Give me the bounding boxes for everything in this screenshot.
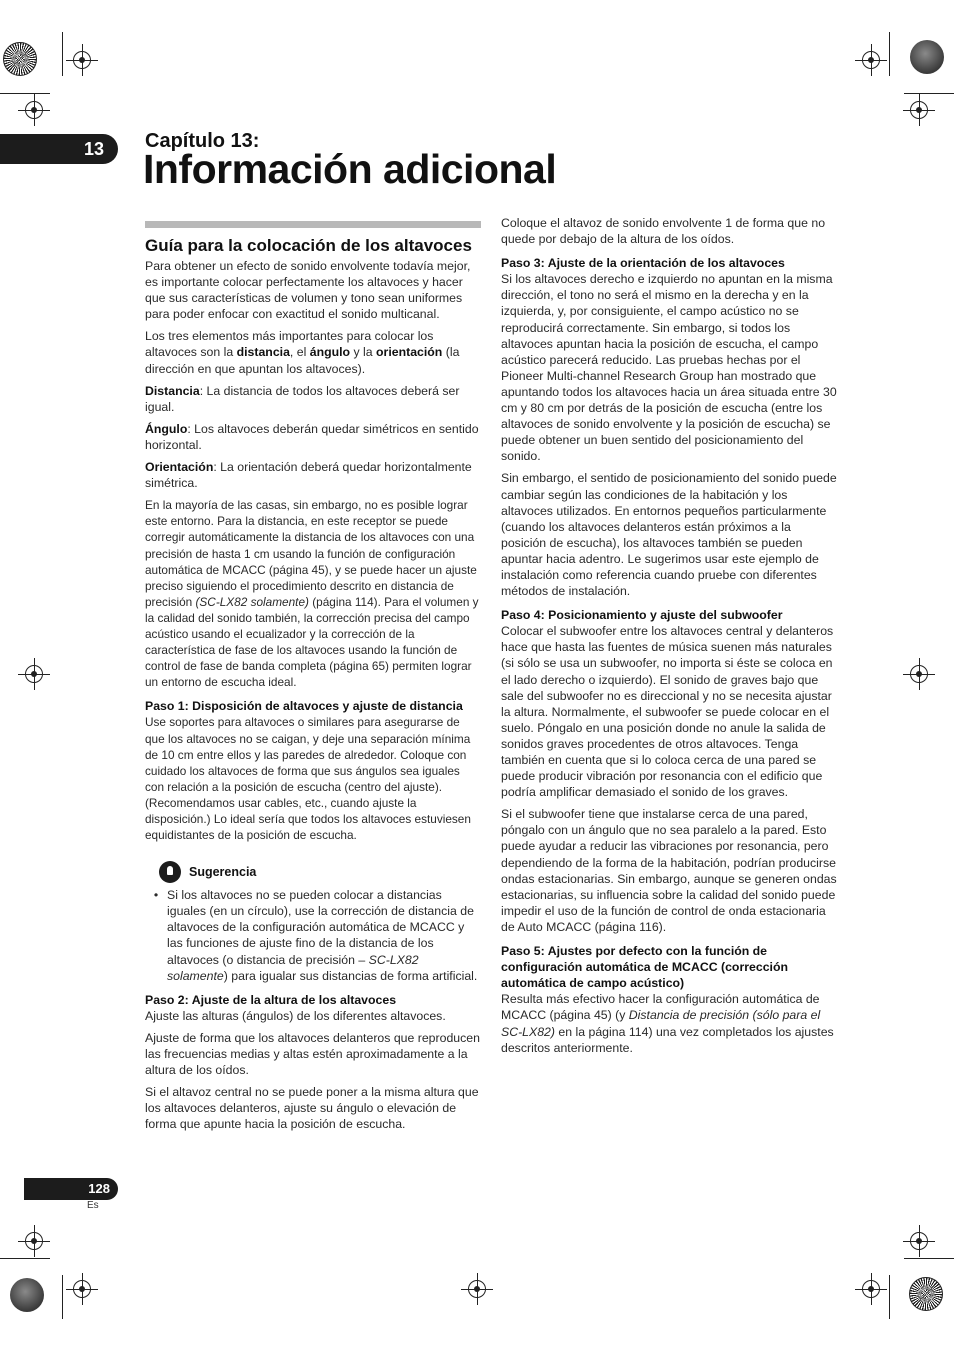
registration-star-icon: [3, 42, 37, 76]
registration-star-icon: [909, 1277, 943, 1311]
crop-mark: [62, 1275, 63, 1319]
definition-distancia: Distancia: La distancia de todos los altavoces deberá ser igual.: [145, 383, 460, 414]
step2-heading: Paso 2: Ajuste de la altura de los altavoces: [145, 992, 397, 1007]
registration-target-icon: [73, 51, 91, 69]
definition-orientacion: Orientación: La orientación deberá quedar horizontalmente simétrica.: [145, 460, 472, 491]
step3-paragraph-1: Si los altavoces derecho e izquierdo no apuntan en la misma dirección, el tono no será el mismo en la derecha y en la izquierda, y, por consiguiente, el campo acústico no se reproducirá correctamente. Sin embargo, si todos los altavoces apuntan hacia la posición de escucha, el campo acústico parecerá reducido. Las pruebas hechas por el Pioneer Multi-channel Research Group han mostrado que apuntando todos los altavoces hacia un área situada entre 30 cm y 80 cm por detrás de la posición de escucha (entre los altavoces de sonido envolvente y la posición de escucha) se puede obtener un buen sentido del posicionamiento del sonido.: [501, 272, 837, 464]
registration-disc-icon: [910, 40, 944, 74]
bullet-mark: •: [153, 888, 159, 903]
step3-paragraph-2: Sin embargo, el sentido de posicionamiento del sonido puede cambiar según las condiciones de la habitación y los altavoces utilizados. En entornos pequeños particularmente (cuando los altavoces delanteros están próximos a la posición de escucha), los altavoces también se pueden apuntar hacia adentro. Le sugerimos usar este ejemplo de instalación como referencia cuando pruebe con diferentes métodos de instalación.: [501, 471, 837, 599]
registration-target-icon: [862, 1280, 880, 1298]
language-code: Es: [87, 1200, 99, 1211]
chapter-tab: [0, 134, 118, 164]
registration-target-icon: [73, 1280, 91, 1298]
registration-target-icon: [910, 1232, 928, 1250]
registration-target-icon: [910, 101, 928, 119]
crop-mark: [62, 32, 63, 76]
chapter-tab-number: 13: [83, 139, 104, 159]
step4-heading: Paso 4: Posicionamiento y ajuste del subwoofer: [501, 608, 783, 623]
step4-paragraph-1: Colocar el subwoofer entre los altavoces central y delanteros hace que hasta las fuentes de música suenen más naturales (si sólo se usa un subwoofer, no importa si éste se coloca en el lado derecho o izquierdo). El sonido de graves bajo que sale del subwoofer no es direccional y no se necesita ajustar la altura. Normalmente, el subwoofer se puede colocar en el suelo. Póngalo en una posición donde no anule la salida de sonidos graves procedentes de otros altavoces. Tenga también en cuenta que si lo coloca cerca de una pared se puede producir vibración por resonancia con el edificio que podría amplificar demasiado el sonido de los graves.: [501, 624, 834, 800]
crop-mark: [889, 32, 890, 76]
registration-target-icon: [25, 665, 43, 683]
right-column: [501, 215, 837, 1062]
registration-target-icon: [910, 665, 928, 683]
section-divider: [145, 221, 481, 228]
step5-heading: Paso 5: Ajustes por defecto con la función de configuración automática de MCACC (corrección automática de campo acústico): [501, 944, 788, 991]
registration-target-icon: [468, 1280, 486, 1298]
step3-heading: Paso 3: Ajuste de la orientación de los altavoces: [501, 256, 785, 271]
page-number-tab: [24, 1178, 118, 1200]
chapter-label: Capítulo 13:: [145, 130, 260, 152]
registration-target-icon: [862, 51, 880, 69]
crop-mark: [904, 1258, 954, 1259]
surround-height-paragraph: Coloque el altavoz de sonido envolvente 1 de forma que no quede por debajo de la altura de los oídos.: [501, 216, 826, 247]
intro-paragraph: Para obtener un efecto de sonido envolvente todavía mejor, es importante colocar perfectamente los altavoces y hacer que sus características de volumen y tono sean uniformes para poder enfocar con exactitud el sonido multicanal.: [145, 259, 471, 322]
tip-text: Si los altavoces no se pueden colocar a distancias iguales (en un círculo), use la corrección de distancia de altavoces de la configuración automática de MCACC y las funciones de ajuste fino de la distancia de los altavoces (o distancia de precisión – SC-LX82 solamente) para igualar sus distancias de forma artificial.: [167, 888, 478, 983]
elements-paragraph: Los tres elementos más importantes para colocar los altavoces son la distancia, el ángulo y la orientación (la dirección en que apuntan los altavoces).: [145, 329, 460, 376]
page-number: 128: [88, 1181, 110, 1196]
tip-header: [159, 861, 481, 883]
crop-mark: [0, 1258, 50, 1259]
step1-heading: Paso 1: Disposición de altavoces y ajuste de distancia: [145, 699, 463, 714]
lightbulb-icon: [159, 861, 181, 883]
crop-mark: [889, 1275, 890, 1319]
step2-paragraph-1: Ajuste las alturas (ángulos) de los diferentes altavoces.: [145, 1008, 446, 1023]
crop-mark: [0, 93, 50, 94]
definition-angulo: Ángulo: Los altavoces deberán quedar simétricos en sentido horizontal.: [145, 421, 479, 452]
registration-target-icon: [25, 1232, 43, 1250]
step2-paragraph-2: Ajuste de forma que los altavoces delanteros que reproducen las frecuencias medias y altas estén aproximadamente a la altura de los oídos.: [145, 1030, 480, 1078]
registration-target-icon: [25, 101, 43, 119]
left-column: [145, 221, 481, 1139]
step4-paragraph-2: Si el subwoofer tiene que instalarse cerca de una pared, póngalo con un ángulo que no sea paralelo a la pared. Esto puede ayudar a reducir las vibraciones por resonancia, pero dependiendo de la forma de la habitación, podrían producirse ondas estacionarias. Sin embargo, aunque se generen ondas estacionarias, su influencia sobre la calidad del sonido puede impedir el uso de la función de control de onda estacionaria de Auto MCACC (página 116).: [501, 807, 837, 934]
registration-disc-icon: [10, 1278, 44, 1312]
step2-paragraph-3: Si el altavoz central no se puede poner a la misma altura que los altavoces delanteros, ajuste su ángulo o elevación de forma que apunte hacia la posición de escucha.: [145, 1085, 479, 1132]
tip-bullet: [145, 887, 481, 984]
correction-paragraph: En la mayoría de las casas, sin embargo, no es posible lograr este entorno. Para la distancia, en este receptor se puede corregir automáticamente la distancia de los altavoces con una precisión de hasta 1 cm usando la función de configuración automática de MCACC (página 45), y se puede hacer un ajuste preciso siguiendo el procedimiento descrito en distancia de precisión (SC-LX82 solamente) (página 114). Para el volumen y la calidad del sonido también, la corrección precisa del campo acústico usando el ecualizador y la corrección de la característica de fase de los altavoces usando la función de control de fase de banda completa (página 65) permiten lograr un entorno de escucha ideal.: [145, 498, 479, 690]
step5-paragraph: Resulta más efectivo hacer la configuración automática de MCACC (página 45) (y Distancia de precisión (sólo para el SC-LX82) en la página 114) una vez completados los ajustes descritos anteriormente.: [501, 992, 834, 1055]
crop-mark: [904, 93, 954, 94]
section-title: Guía para la colocación de los altavoces: [145, 236, 472, 255]
step1-paragraph: Use soportes para altavoces o similares para asegurarse de que los altavoces no se caigan, y deje una separación mínima de 10 cm entre ellos y las paredes de alrededor. Coloque con cuidado los altavoces de forma que sus ángulos sea iguales con relación a la posición de escucha (centro del ajuste). (Recomendamos usar cables, etc., cuando ajuste la disposición.) Lo ideal sería que todos los altavoces estuviesen equidistantes de la posición de escucha.: [145, 715, 471, 843]
tip-label: Sugerencia: [189, 865, 257, 880]
chapter-title: Información adicional: [143, 146, 557, 192]
